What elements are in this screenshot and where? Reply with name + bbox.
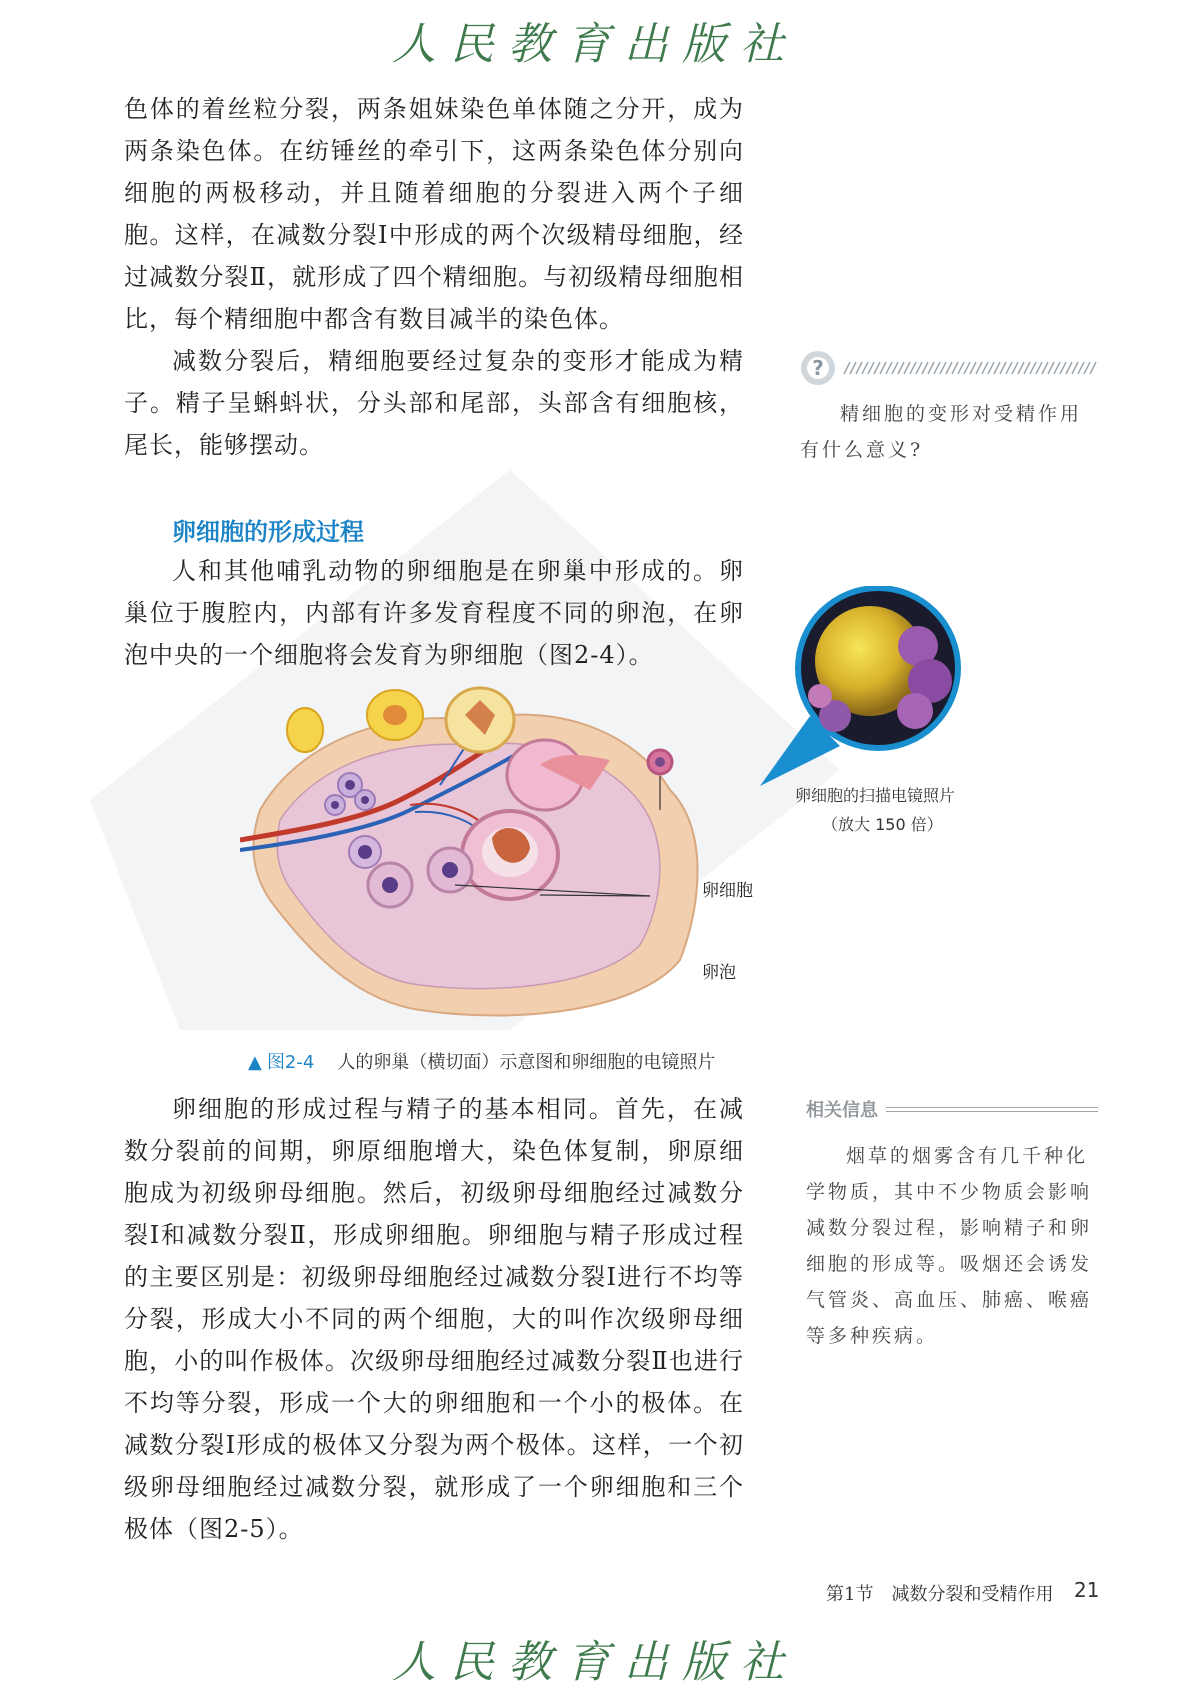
label-egg-cell: 卵细胞 <box>702 881 753 901</box>
page-number: 21 <box>1074 1578 1100 1602</box>
svg-text:?: ? <box>812 356 824 380</box>
paragraph-1 <box>124 88 744 340</box>
think-question: 精细胞的变形对受精作用有什么意义? <box>800 403 1083 461</box>
publisher-logo-top: 人民教育出版社 <box>392 19 798 70</box>
paragraph-1-text: 色体的着丝粒分裂，两条姐妹染色单体随之分开，成为两条染色体。在纺锤丝的牵引下，这两条染色体分别向细胞的两极移动，并且随着细胞的分裂进入两个子细胞。这样，在减数分裂Ⅰ中形成的两个次级精母细胞，经过减数分裂Ⅱ，就形成了四个精细胞。与初级精母细胞相比，每个精细胞中都含有数目减半的染色体。 <box>124 95 744 333</box>
related-info-box <box>806 1096 1098 1354</box>
paragraph-3-text: 人和其他哺乳动物的卵细胞是在卵巢中形成的。卵巢位于腹腔内，内部有许多发育程度不同的卵泡，在卵泡中央的一个细胞将会发育为卵细胞（图2-4）。 <box>124 557 744 669</box>
egg-micrograph <box>750 586 980 786</box>
footer-section: 第1节 减数分裂和受精作用 <box>826 1584 1054 1605</box>
related-info-text: 烟草的烟雾含有几千种化学物质，其中不少物质会影响减数分裂过程，影响精子和卵细胞的形成等。吸烟还会诱发气管炎、高血压、肺癌、喉癌等多种疾病。 <box>806 1145 1093 1347</box>
micrograph-caption-2: （放大 150 倍） <box>822 815 943 834</box>
related-info-title: 相关信息 <box>806 1100 878 1121</box>
paragraph-2 <box>124 340 744 466</box>
paragraph-4 <box>124 1088 744 1550</box>
publisher-logo-bottom: 人民教育出版社 <box>392 1637 798 1688</box>
think-box <box>800 350 1100 468</box>
ovary-diagram <box>240 680 760 1040</box>
section-title: 卵细胞的形成过程 <box>172 518 364 546</box>
figure-caption <box>248 1048 715 1074</box>
paragraph-2-text: 减数分裂后，精细胞要经过复杂的变形才能成为精子。精子呈蝌蚪状，分头部和尾部，头部含有细胞核，尾长，能够摆动。 <box>124 347 744 459</box>
caption-text: 人的卵巢（横切面）示意图和卵细胞的电镜照片 <box>337 1052 716 1073</box>
label-follicle: 卵泡 <box>702 963 736 983</box>
title-rule <box>886 1107 1098 1112</box>
micrograph-caption-1: 卵细胞的扫描电镜照片 <box>795 786 956 805</box>
paragraph-4-text: 卵细胞的形成过程与精子的基本相同。首先，在减数分裂前的间期，卵原细胞增大，染色体复制，卵原细胞成为初级卵母细胞。然后，初级卵母细胞经过减数分裂Ⅰ和减数分裂Ⅱ，形成卵细胞。卵细胞与精子形成过程的主要区别是：初级卵母细胞经过减数分裂Ⅰ进行不均等分裂，形成大小不同的两个细胞，大的叫作次级卵母细胞，小的叫作极体。次级卵母细胞经过减数分裂Ⅱ也进行不均等分裂，形成一个大的卵细胞和一个小的极体。在减数分裂Ⅰ形成的极体又分裂为两个极体。这样，一个初级卵母细胞经过减数分裂，就形成了一个卵细胞和三个极体（图2-5）。 <box>124 1095 744 1543</box>
question-icon <box>800 350 1100 390</box>
caption-number: 图2-4 <box>266 1052 315 1073</box>
caption-marker-icon: ▲ <box>248 1052 262 1073</box>
paragraph-3 <box>124 550 744 676</box>
